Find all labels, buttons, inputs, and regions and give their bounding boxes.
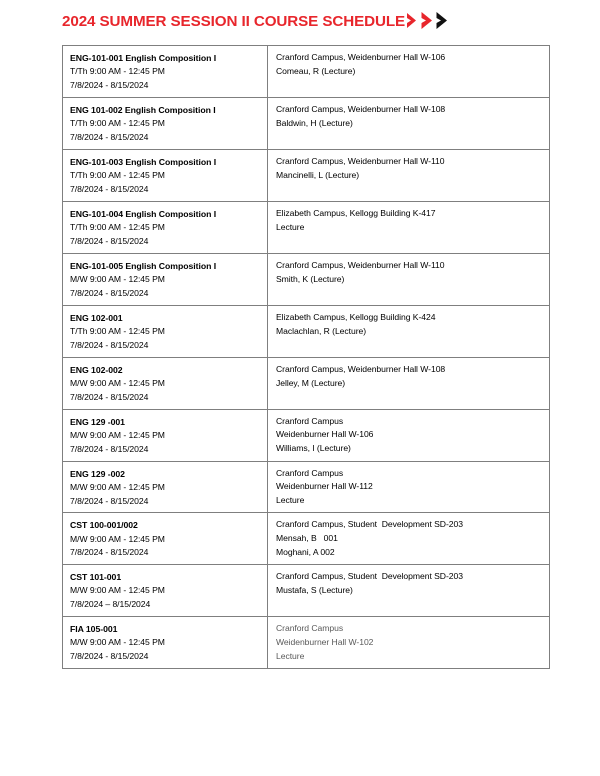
location-line: Cranford Campus, Weidenburner Hall W-108 (276, 103, 446, 114)
instructor-line: Smith, K (Lecture) (276, 273, 345, 284)
location-line: Cranford Campus, Student Development SD-203 (276, 571, 463, 582)
course-code: ENG-101-005 English Composition I (70, 260, 217, 271)
course-meeting-time: M/W 9:00 AM - 12:45 PM (70, 637, 165, 648)
instructor-line: Moghani, A 002 (276, 547, 335, 558)
course-meeting-time: T/Th 9:00 AM - 12:45 PM (70, 118, 165, 129)
instructor-line: Maclachlan, R (Lecture) (276, 325, 367, 336)
table-row (63, 565, 550, 617)
course-meeting-time: M/W 9:00 AM - 12:45 PM (70, 377, 165, 388)
table-row (63, 253, 550, 305)
location-line: Cranford Campus (276, 415, 344, 426)
course-date-range: 7/8/2024 - 8/15/2024 (70, 391, 149, 402)
location-line: Elizabeth Campus, Kellogg Building K-417 (276, 207, 436, 218)
table-row (63, 46, 550, 98)
page-title: 2024 SUMMER SESSION II COURSE SCHEDULE (62, 13, 406, 31)
course-code: ENG-101-001 English Composition I (70, 53, 217, 63)
course-meeting-time: M/W 9:00 AM - 12:45 PM (70, 429, 165, 440)
course-schedule-body (63, 46, 550, 669)
location-line: Cranford Campus, Weidenburner Hall W-108 (276, 363, 446, 374)
instructor-line: Weidenburner Hall W-106 (276, 429, 374, 440)
course-code: ENG 129 -001 (70, 416, 125, 427)
course-date-range: 7/8/2024 - 8/15/2024 (70, 339, 149, 350)
course-cell (63, 46, 268, 98)
course-date-range: 7/8/2024 - 8/15/2024 (70, 495, 149, 506)
table-row (63, 357, 550, 409)
instructor-line: Mancinelli, L (Lecture) (276, 169, 360, 180)
instructor-line: Mensah, B 001 (276, 533, 338, 544)
course-code: ENG 129 -002 (70, 468, 125, 479)
location-instructor-cell (268, 46, 550, 98)
course-cell (63, 149, 268, 201)
chevron-right-icon-1 (406, 12, 421, 29)
location-line: Elizabeth Campus, Kellogg Building K-424 (276, 311, 436, 322)
course-code: ENG-101-004 English Composition I (70, 208, 217, 219)
location-instructor-cell (268, 305, 550, 357)
course-meeting-time: M/W 9:00 AM - 12:45 PM (70, 481, 165, 492)
location-instructor-cell (268, 513, 550, 565)
course-date-range: 7/8/2024 - 8/15/2024 (70, 131, 149, 142)
location-instructor-cell (268, 565, 550, 617)
course-code: CST 101-001 (70, 572, 122, 583)
course-date-range: 7/8/2024 - 8/15/2024 (70, 235, 149, 246)
location-instructor-cell (268, 149, 550, 201)
course-cell (63, 305, 268, 357)
course-cell (63, 409, 268, 461)
location-line: Cranford Campus, Weidenburner Hall W-110 (276, 259, 445, 270)
course-meeting-time: M/W 9:00 AM - 12:45 PM (70, 585, 165, 596)
instructor-line: Williams, I (Lecture) (276, 443, 351, 454)
course-code: FIA 105-001 (70, 624, 118, 635)
course-meeting-time: M/W 9:00 AM - 12:45 PM (70, 533, 165, 544)
course-code: ENG 102-002 (70, 364, 123, 375)
course-date-range: 7/8/2024 - 8/15/2024 (70, 287, 149, 298)
course-meeting-time: T/Th 9:00 AM - 12:45 PM (70, 169, 165, 180)
instructor-line: Lecture (276, 651, 305, 662)
course-code: ENG 101-002 English Composition I (70, 104, 216, 115)
instructor-line: Mustafa, S (Lecture) (276, 585, 353, 596)
instructor-line: Lecture (276, 495, 305, 506)
location-instructor-cell (268, 357, 550, 409)
course-code: ENG-101-003 English Composition I (70, 156, 217, 167)
course-code: ENG 102-001 (70, 312, 123, 323)
location-instructor-cell (268, 201, 550, 253)
course-date-range: 7/8/2024 - 8/15/2024 (70, 183, 149, 194)
location-line: Cranford Campus, Student Development SD-203 (276, 519, 463, 530)
table-row (63, 97, 550, 149)
instructor-line: Weidenburner Hall W-112 (276, 481, 373, 492)
course-schedule-table (62, 45, 550, 669)
table-row (63, 149, 550, 201)
location-instructor-cell (268, 409, 550, 461)
table-row (63, 461, 550, 513)
location-line: Cranford Campus (276, 467, 344, 478)
course-meeting-time: T/Th 9:00 AM - 12:45 PM (70, 221, 165, 232)
instructor-line: Baldwin, H (Lecture) (276, 117, 353, 128)
location-instructor-cell (268, 461, 550, 513)
course-cell (63, 357, 268, 409)
course-code: CST 100-001/002 (70, 520, 138, 531)
course-cell (63, 97, 268, 149)
table-row (63, 305, 550, 357)
location-line: Cranford Campus, Weidenburner Hall W-106 (276, 52, 446, 62)
course-meeting-time: M/W 9:00 AM - 12:45 PM (70, 273, 165, 284)
page-header (62, 9, 450, 35)
course-cell (63, 201, 268, 253)
chevron-right-icon-2 (421, 11, 436, 30)
instructor-line: Comeau, R (Lecture) (276, 65, 356, 76)
location-line: Cranford Campus, Weidenburner Hall W-110 (276, 155, 445, 166)
table-row (63, 409, 550, 461)
location-instructor-cell (268, 617, 550, 669)
instructor-line: Lecture (276, 221, 305, 232)
course-date-range: 7/8/2024 – 8/15/2024 (70, 599, 151, 610)
course-date-range: 7/8/2024 - 8/15/2024 (70, 651, 149, 662)
course-cell (63, 565, 268, 617)
course-cell (63, 513, 268, 565)
course-meeting-time: T/Th 9:00 AM - 12:45 PM (70, 66, 165, 77)
course-meeting-time: T/Th 9:00 AM - 12:45 PM (70, 325, 165, 336)
course-date-range: 7/8/2024 - 8/15/2024 (70, 547, 149, 558)
chevron-right-icon-3 (436, 11, 450, 30)
location-instructor-cell (268, 97, 550, 149)
table-row (63, 617, 550, 669)
course-cell (63, 617, 268, 669)
course-cell (63, 253, 268, 305)
location-instructor-cell (268, 253, 550, 305)
location-line: Cranford Campus (276, 623, 344, 634)
instructor-line: Jelley, M (Lecture) (276, 377, 346, 388)
course-date-range: 7/8/2024 - 8/15/2024 (70, 80, 149, 91)
double-chevron-right-icon (406, 11, 450, 30)
course-cell (63, 461, 268, 513)
table-row (63, 513, 550, 565)
instructor-line: Weidenburner Hall W-102 (276, 637, 374, 648)
course-date-range: 7/8/2024 - 8/15/2024 (70, 443, 149, 454)
table-row (63, 201, 550, 253)
